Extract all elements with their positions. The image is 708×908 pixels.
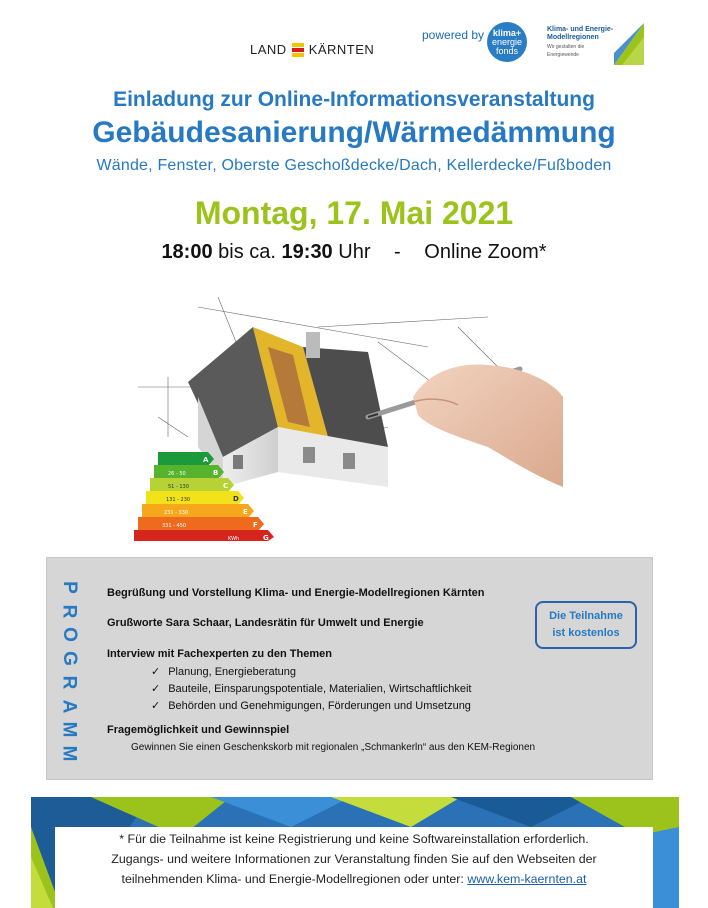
program-topic-text: Planung, Energieberatung <box>168 665 297 678</box>
time-unit: Uhr <box>338 241 371 263</box>
klima-fonds-text-3: fonds <box>495 46 519 56</box>
time-separator: - <box>394 241 401 263</box>
program-vertical-letter: P <box>58 581 80 594</box>
program-vertical-letter: G <box>58 651 80 666</box>
checkmark-icon: ✓ <box>151 666 161 678</box>
label-a: A <box>203 456 209 464</box>
label-e: E <box>243 508 248 516</box>
footer-line-1: * Für die Teilnahme ist keine Registrierung und keine Softwareinstallation erforderlich. <box>119 832 589 846</box>
event-location: Online Zoom* <box>424 241 547 263</box>
label-d: D <box>233 495 239 503</box>
range-3: 131 - 230 <box>166 497 191 503</box>
range-4: 231 - 330 <box>164 510 189 516</box>
time-end: 19:30 <box>281 241 333 263</box>
klima-fonds-text-1: klima+ <box>492 28 522 38</box>
program-vertical-letter: M <box>58 745 80 762</box>
range-5: 331 - 450 <box>162 523 187 529</box>
main-topic-title: Gebäudesanierung/Wärmedämmung <box>92 116 616 149</box>
program-topic <box>151 699 471 712</box>
klima-fonds-text-2: energie <box>491 37 523 47</box>
klima-energie-fonds-logo <box>487 22 527 62</box>
label-g: G <box>263 534 269 541</box>
kem-website-link[interactable]: www.kem-kaernten.at <box>467 872 587 886</box>
program-vertical-letter: R <box>58 675 80 690</box>
modellregionen-logo-icon <box>614 23 644 65</box>
range-2: 51 - 130 <box>168 484 189 490</box>
badge-line-2: ist kostenlos <box>552 627 620 639</box>
footer-info <box>55 827 653 908</box>
window-1 <box>233 455 243 469</box>
label-c: C <box>223 482 229 490</box>
range-6: KWh <box>228 536 240 541</box>
modellregionen-tagline: Wir gestalten die Energiewende <box>547 44 585 58</box>
checkmark-icon: ✓ <box>151 700 161 712</box>
modellregionen-title: Klima- und Energie-Modellregionen <box>547 26 614 41</box>
house-renovation-illustration <box>128 287 563 541</box>
hand-with-pen <box>368 364 563 487</box>
program-item-raffle: Fragemöglichkeit und Gewinnspiel <box>107 724 290 736</box>
program-vertical-letter: O <box>58 627 80 643</box>
program-item-greetings: Grußworte Sara Schaar, Landesrätin für Umwelt und Energie <box>107 617 424 629</box>
program-vertical-letter: M <box>58 721 80 738</box>
kaernten-word: KÄRNTEN <box>308 42 375 57</box>
range-1: 26 - 50 <box>168 471 186 477</box>
program-vertical-letter: R <box>58 604 80 619</box>
topic-subtitle: Wände, Fenster, Oberste Geschoßdecke/Dach, Kellerdecke/Fußboden <box>96 157 612 174</box>
program-vertical-letter: A <box>58 699 80 713</box>
event-time-location <box>0 241 708 264</box>
program-topic <box>151 665 296 678</box>
free-participation-badge <box>535 601 637 649</box>
program-item-interview: Interview mit Fachexperten zu den Themen <box>107 648 332 660</box>
label-f: F <box>253 521 258 529</box>
program-topic-text: Bauteile, Einsparungspotentiale, Materialien, Wirtschaftlichkeit <box>168 682 472 695</box>
program-vertical-label <box>58 578 80 763</box>
time-start: 18:00 <box>161 241 213 263</box>
window-2 <box>303 447 315 463</box>
footer-line-2: Zugangs- und weitere Informationen zur Veranstaltung finden Sie auf den Webseiten der <box>111 852 597 866</box>
checkmark-icon: ✓ <box>151 683 161 695</box>
chimney <box>306 332 320 358</box>
badge-line-1: Die Teilnahme <box>549 610 623 622</box>
footer-line-3 <box>55 869 653 889</box>
invitation-title: Einladung zur Online-Informationsveranstaltung <box>113 88 595 111</box>
kaernten-flag-icon <box>292 43 304 57</box>
program-topic-text: Behörden und Genehmigungen, Förderungen und Umsetzung <box>168 699 471 712</box>
event-date: Montag, 17. Mai 2021 <box>194 195 514 231</box>
time-bis: bis ca. <box>218 241 276 263</box>
land-word: LAND <box>250 42 287 57</box>
program-topic <box>151 682 471 695</box>
raffle-note: Gewinnen Sie einen Geschenkskorb mit regionalen „Schmankerln“ aus den KEM-Regionen <box>131 742 536 753</box>
land-kaernten-logo <box>250 42 374 57</box>
powered-by-label: powered by <box>422 28 485 42</box>
footer-line-3-text: teilnehmenden Klima- und Energie-Modellregionen oder unter: <box>121 872 464 886</box>
window-3 <box>343 453 355 469</box>
label-b: B <box>213 469 219 477</box>
modellregionen-logo-text <box>547 26 617 59</box>
program-item-welcome: Begrüßung und Vorstellung Klima- und Energie-Modellregionen Kärnten <box>107 587 485 599</box>
